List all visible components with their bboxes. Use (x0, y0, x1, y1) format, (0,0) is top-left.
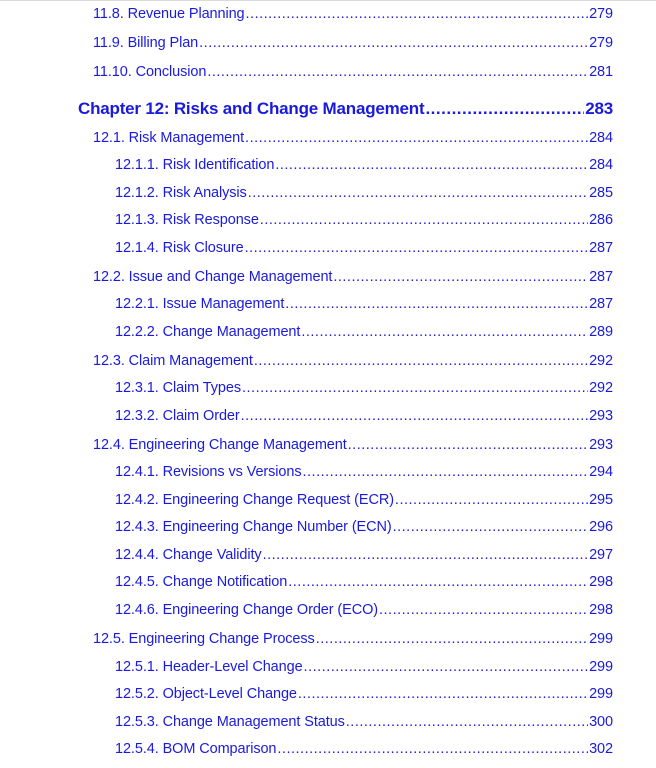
toc-entry-11-8[interactable]: 11.8. Revenue Planning ..... 279 (93, 6, 613, 22)
toc-entry-12-5-1[interactable]: 12.5.1. Header-Level Change ..... 299 (115, 659, 613, 675)
dot-leader (288, 574, 588, 590)
page-top-border (0, 0, 656, 1)
toc-entry-12-1-3[interactable]: 12.1.3. Risk Response ..... 286 (115, 212, 613, 228)
toc-entry-12-1[interactable]: 12.1. Risk Management ..... 284 (93, 130, 613, 146)
dot-leader (285, 296, 588, 312)
dot-leader (245, 240, 589, 256)
dot-leader (395, 492, 588, 508)
dot-leader (301, 324, 588, 340)
dot-leader (425, 99, 584, 119)
toc-entry-11-9[interactable]: 11.9. Billing Plan ..... 279 (93, 35, 613, 51)
toc-entry-12-3-1[interactable]: 12.3.1. Claim Types ..... 292 (115, 380, 613, 396)
dot-leader (303, 464, 589, 480)
dot-leader (207, 64, 588, 80)
toc-entry-12-3[interactable]: 12.3. Claim Management ..... 292 (93, 353, 613, 369)
dot-leader (393, 519, 589, 535)
toc-entry-12-4-3[interactable]: 12.4.3. Engineering Change Number (ECN) ..... 296 (115, 519, 613, 535)
dot-leader (346, 714, 588, 730)
dot-leader (245, 130, 588, 146)
dot-leader (333, 269, 588, 285)
dot-leader (275, 157, 588, 173)
toc-entry-12-2[interactable]: 12.2. Issue and Change Management ..... 287 (93, 269, 613, 285)
toc-entry-12-2-1[interactable]: 12.2.1. Issue Management ..... 287 (115, 296, 613, 312)
toc-entry-12-5-2[interactable]: 12.5.2. Object-Level Change ..... 299 (115, 686, 613, 702)
dot-leader (242, 380, 588, 396)
toc-entry-12-4-6[interactable]: 12.4.6. Engineering Change Order (ECO) ..... 298 (115, 602, 613, 618)
dot-leader (248, 185, 588, 201)
dot-leader (199, 35, 588, 51)
toc-entry-12-2-2[interactable]: 12.2.2. Change Management ..... 289 (115, 324, 613, 340)
dot-leader (263, 547, 589, 563)
toc-entry-12-5-3[interactable]: 12.5.3. Change Management Status ..... 300 (115, 714, 613, 730)
dot-leader (254, 353, 588, 369)
toc-entry-12-4[interactable]: 12.4. Engineering Change Management ..... 293 (93, 437, 613, 453)
toc-entry-12-1-2[interactable]: 12.1.2. Risk Analysis ..... 285 (115, 185, 613, 201)
dot-leader (246, 6, 589, 22)
toc-entry-12-4-5[interactable]: 12.4.5. Change Notification ..... 298 (115, 574, 613, 590)
dot-leader (316, 631, 588, 647)
dot-leader (379, 602, 588, 618)
toc-entry-11-10[interactable]: 11.10. Conclusion ..... 281 (93, 64, 613, 80)
dot-leader (241, 408, 588, 424)
toc-entry-12-1-4[interactable]: 12.1.4. Risk Closure ..... 287 (115, 240, 613, 256)
toc-entry-12-4-2[interactable]: 12.4.2. Engineering Change Request (ECR) ..... 295 (115, 492, 613, 508)
dot-leader (277, 741, 588, 757)
dot-leader (348, 437, 588, 453)
toc-entry-12-1-1[interactable]: 12.1.1. Risk Identification ..... 284 (115, 157, 613, 173)
toc-entry-12-3-2[interactable]: 12.3.2. Claim Order ..... 293 (115, 408, 613, 424)
toc-entry-12-5[interactable]: 12.5. Engineering Change Process ..... 299 (93, 631, 613, 647)
dot-leader (304, 659, 589, 675)
toc-chapter-12[interactable]: Chapter 12: Risks and Change Management ..... 283 (78, 99, 613, 119)
dot-leader (260, 212, 588, 228)
toc-entry-12-4-4[interactable]: 12.4.4. Change Validity ..... 297 (115, 547, 613, 563)
toc-entry-12-5-4[interactable]: 12.5.4. BOM Comparison ..... 302 (115, 741, 613, 757)
toc-entry-12-4-1[interactable]: 12.4.1. Revisions vs Versions ..... 294 (115, 464, 613, 480)
dot-leader (298, 686, 588, 702)
